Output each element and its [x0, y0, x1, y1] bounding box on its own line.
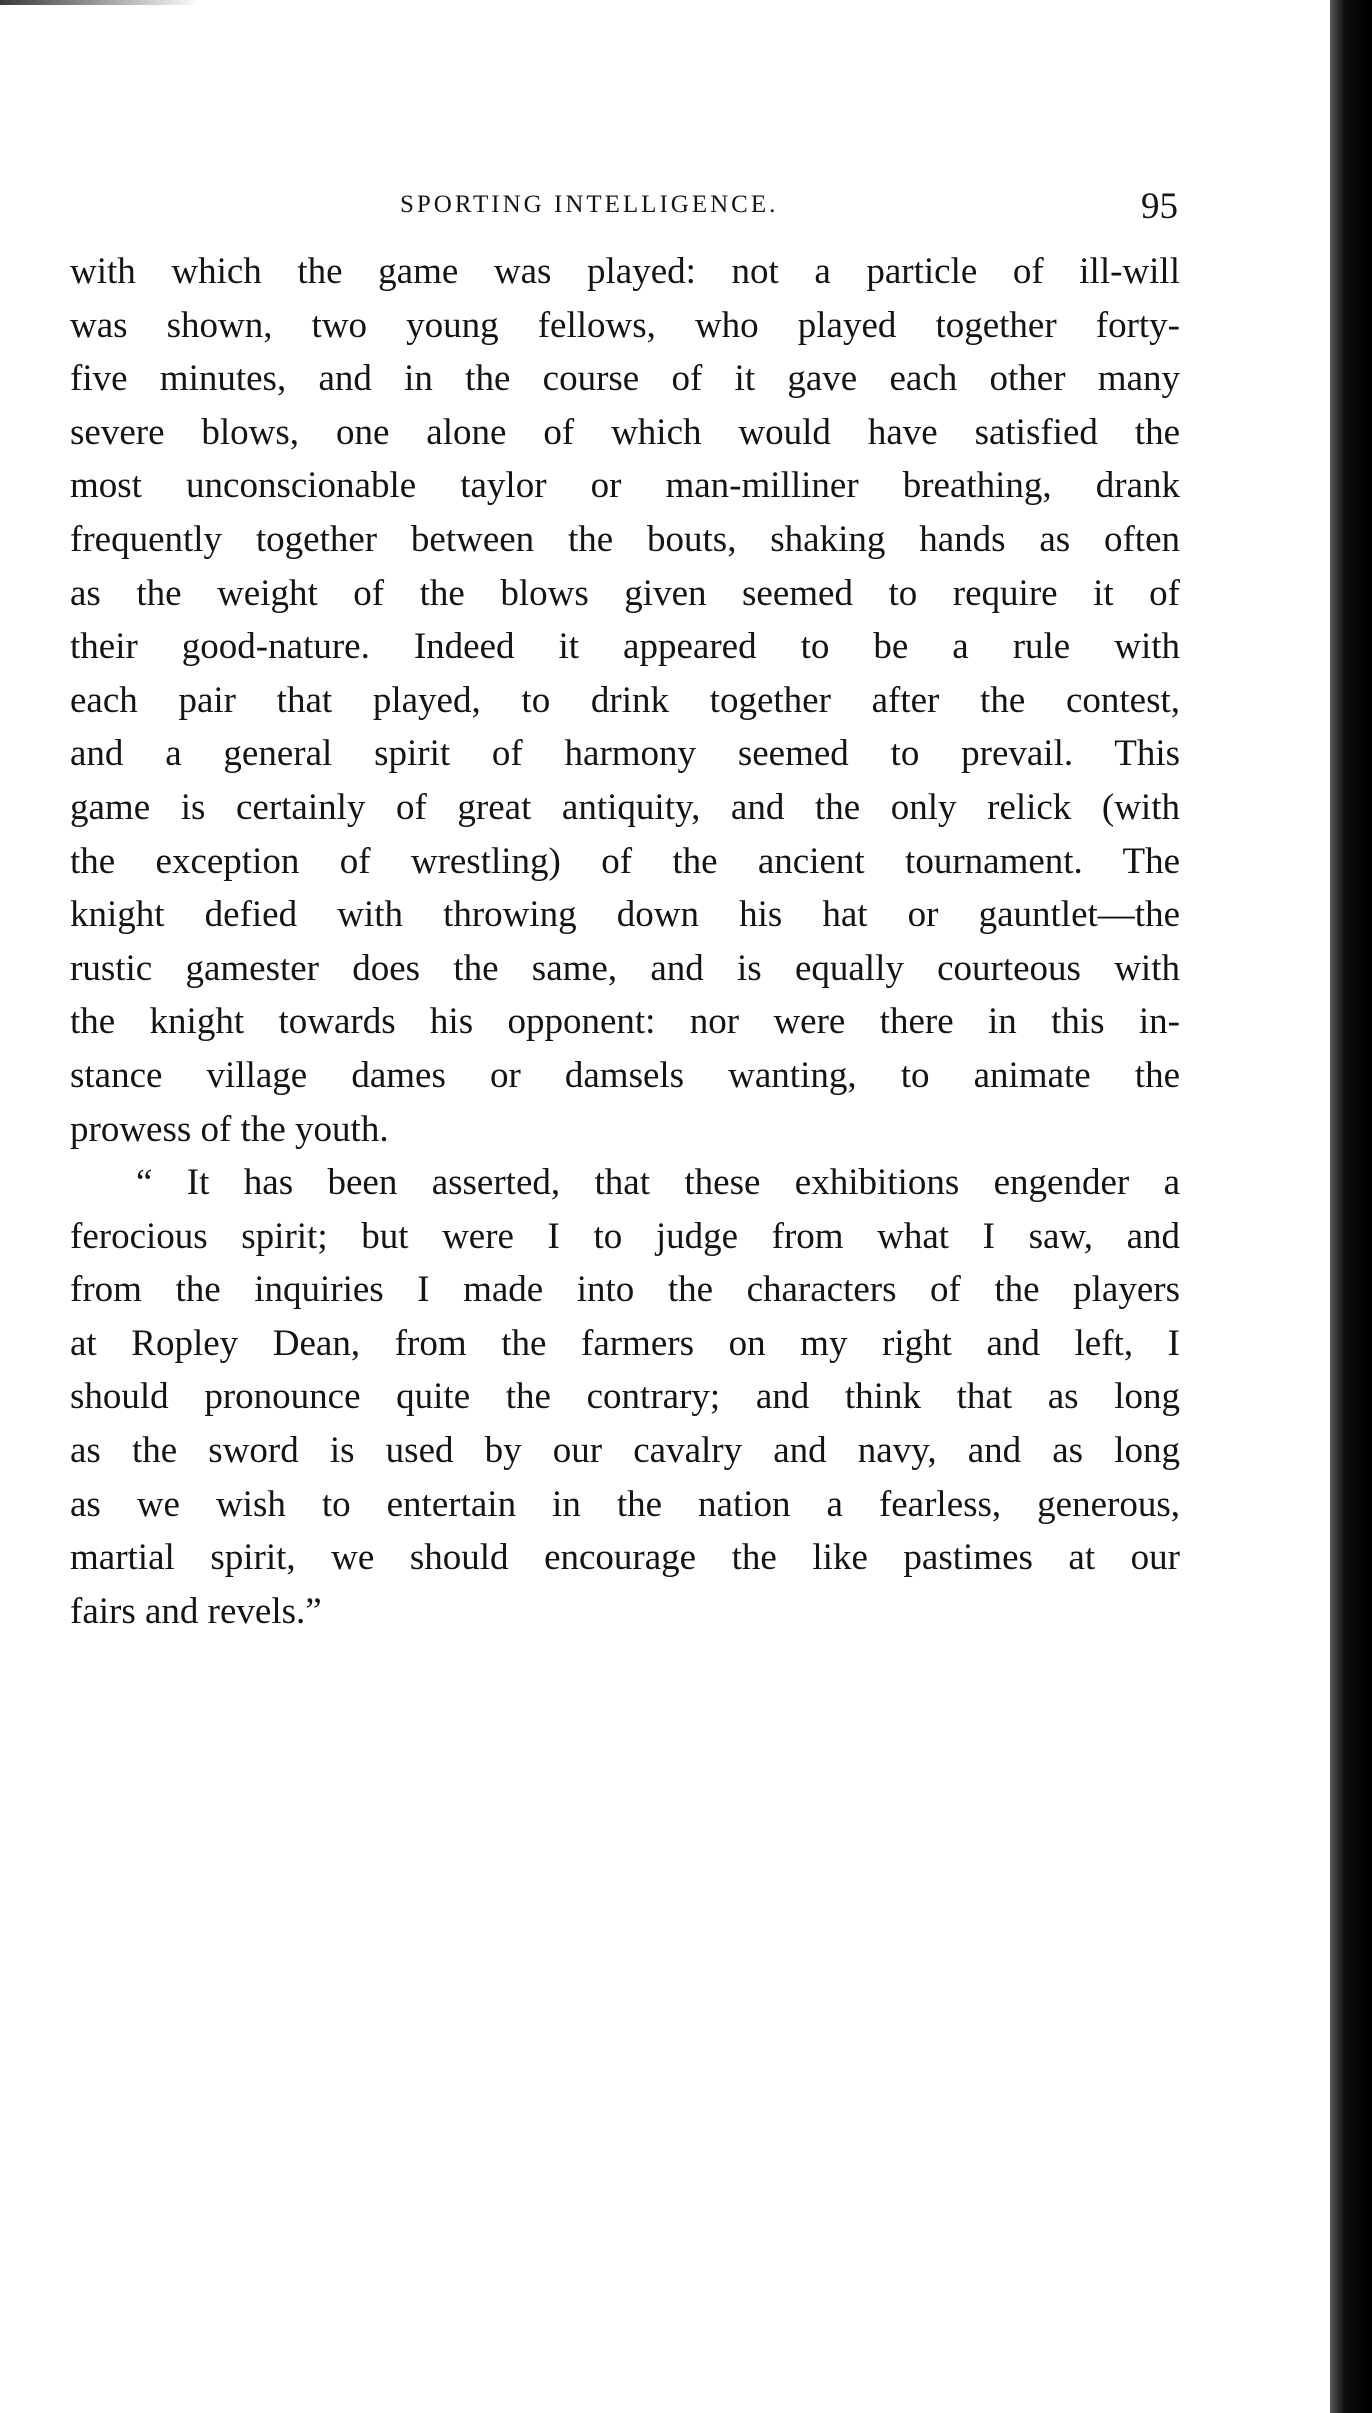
book-page	[70, 185, 1180, 1638]
running-title: SPORTING INTELLIGENCE.	[400, 191, 779, 218]
text-line: severe blows, one alone of which would have satisfied the	[70, 411, 1180, 453]
text-line: as we wish to entertain in the nation a fearless, generous,	[70, 1483, 1180, 1525]
text-line: the exception of wrestling) of the ancient tournament. The	[70, 840, 1180, 882]
text-line: from the inquiries I made into the characters of the players	[70, 1269, 1180, 1311]
text-line: stance village dames or damsels wanting, to animate the	[70, 1054, 1180, 1096]
paragraph-list	[70, 245, 1180, 1638]
text-line: should pronounce quite the contrary; and think that as long	[70, 1376, 1180, 1418]
text-line: and a general spirit of harmony seemed to prevail. This	[70, 733, 1180, 775]
text-line: fairs and revels.”	[70, 1590, 322, 1632]
text-line: five minutes, and in the course of it gave each other many	[70, 358, 1180, 400]
text-line: game is certainly of great antiquity, and the only relick (with	[70, 786, 1180, 828]
text-line: “ It has been asserted, that these exhibitions engender a	[136, 1162, 1180, 1204]
text-line: frequently together between the bouts, shaking hands as often	[70, 518, 1180, 560]
text-line: knight defied with throwing down his hat or gauntlet—the	[70, 894, 1180, 936]
page-top-edge-mark	[0, 0, 200, 5]
running-head	[70, 185, 1180, 245]
text-line: rustic gamester does the same, and is equally courteous with	[70, 947, 1180, 989]
paragraph	[70, 245, 1180, 1156]
text-line: at Ropley Dean, from the farmers on my right and left, I	[70, 1322, 1180, 1364]
text-line: ferocious spirit; but were I to judge from what I saw, and	[70, 1215, 1180, 1257]
page-number: 95	[1141, 186, 1178, 227]
text-line: their good-nature. Indeed it appeared to be a rule with	[70, 626, 1180, 668]
text-line: was shown, two young fellows, who played together forty-	[70, 304, 1180, 346]
text-line: prowess of the youth.	[70, 1108, 389, 1150]
text-line: martial spirit, we should encourage the like pastimes at our	[70, 1537, 1180, 1579]
book-spine-shadow	[1330, 0, 1372, 2413]
text-line: as the sword is used by our cavalry and navy, and as long	[70, 1430, 1180, 1472]
paragraph	[70, 1156, 1180, 1638]
text-line: the knight towards his opponent: nor were there in this in-	[70, 1001, 1180, 1043]
body-text	[70, 245, 1180, 1638]
text-line: with which the game was played: not a particle of ill-will	[70, 251, 1180, 292]
text-line: as the weight of the blows given seemed to require it of	[70, 572, 1180, 614]
text-line: most unconscionable taylor or man-milliner breathing, drank	[70, 465, 1180, 507]
text-line: each pair that played, to drink together after the contest,	[70, 679, 1180, 721]
